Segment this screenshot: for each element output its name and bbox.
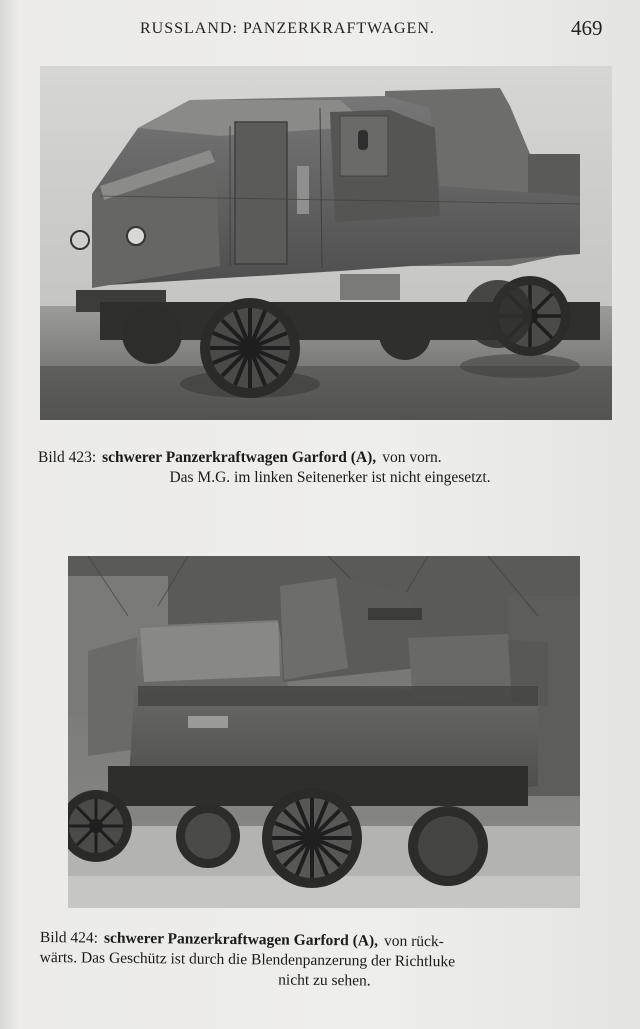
rear-wheel xyxy=(262,788,362,888)
figure-label: Bild 423: xyxy=(38,449,97,466)
caption-text: nicht zu sehen. xyxy=(278,971,371,990)
caption-text: von rück- xyxy=(383,932,444,951)
caption-text: wärts. Das Geschütz ist durch die Blendenpanzerung der Richtluke xyxy=(39,948,456,971)
caption-text: Das M.G. im linken Seitenerker ist nicht eingesetzt. xyxy=(169,469,491,486)
figure-caption-424 xyxy=(39,928,620,994)
front-wheel xyxy=(200,298,300,398)
figure-title: schwerer Panzerkraftwagen Garford (A), xyxy=(103,929,379,950)
running-head: RUSSLAND: PANZERKRAFTWAGEN. xyxy=(140,20,435,37)
photo-armored-car-rear xyxy=(68,556,580,908)
page-number: 469 xyxy=(571,16,603,40)
caption-text: von vorn. xyxy=(382,449,442,466)
figure-label: Bild 424: xyxy=(39,928,99,947)
photo-armored-car-front xyxy=(40,66,612,420)
figure-caption-423 xyxy=(38,448,618,488)
figure-title: schwerer Panzerkraftwagen Garford (A), xyxy=(102,449,377,466)
